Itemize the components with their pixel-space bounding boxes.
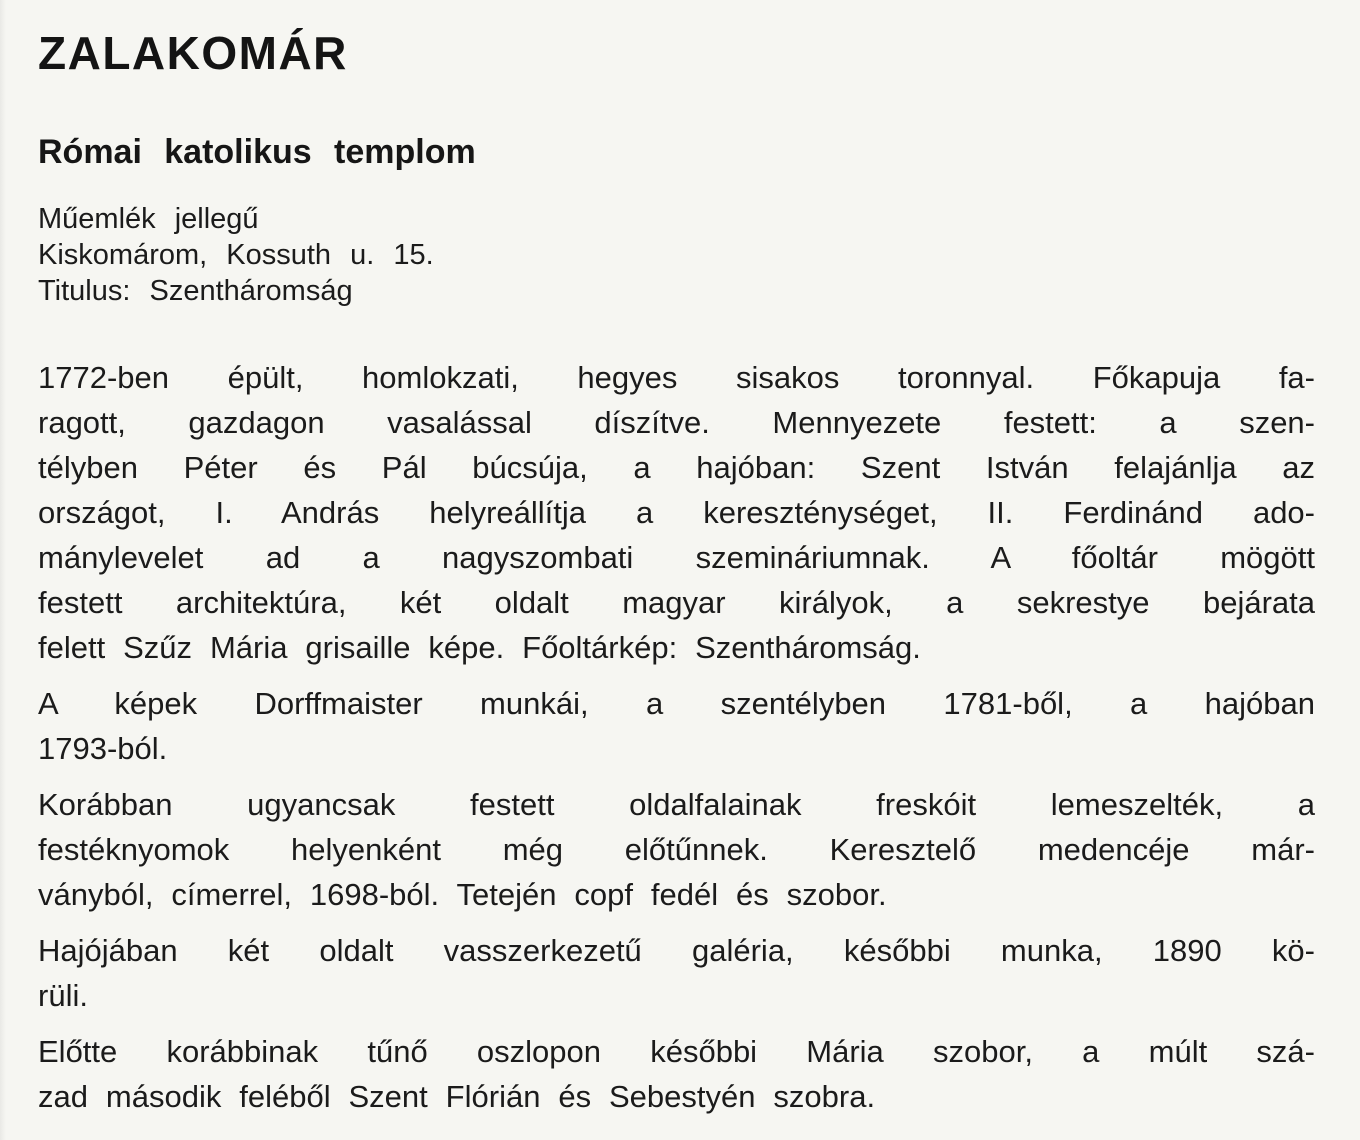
detail-line: Kiskomárom, Kossuth u. 15.	[38, 239, 434, 271]
text-line: festéknyomok helyenként még előtűnnek. Keresztelő medencéje már-	[38, 832, 1315, 867]
section-heading: Római katolikus templom	[38, 133, 476, 171]
text-line: rüli.	[38, 978, 88, 1013]
text-line: Előtte korábbinak tűnő oszlopon későbbi Mária szobor, a múlt szá-	[38, 1034, 1315, 1069]
paragraph	[38, 928, 1315, 1018]
paragraph	[38, 681, 1315, 771]
text-line: ragott, gazdagon vasalással díszítve. Mennyezete festett: a szen-	[38, 405, 1315, 440]
text-line: mánylevelet ad a nagyszombati szemináriumnak. A főoltár mögött	[38, 540, 1315, 575]
text-line: festett architektúra, két oldalt magyar királyok, a sekrestye bejárata	[38, 585, 1315, 620]
details-block	[38, 201, 1315, 309]
detail-line: Titulus: Szentháromság	[38, 275, 353, 307]
text-line: télyben Péter és Pál búcsúja, a hajóban: Szent István felajánlja az	[38, 450, 1315, 485]
body-text	[38, 355, 1315, 1119]
text-line: 1772-ben épült, homlokzati, hegyes sisakos toronnyal. Főkapuja fa-	[38, 360, 1315, 395]
text-line: A képek Dorffmaister munkái, a szentélyben 1781-ből, a hajóban	[38, 686, 1315, 721]
text-line: zad második feléből Szent Flórián és Sebestyén szobra.	[38, 1079, 876, 1114]
text-line: országot, I. András helyreállítja a kereszténységet, II. Ferdinánd ado-	[38, 495, 1315, 530]
paragraph	[38, 1029, 1315, 1119]
page-title: ZALAKOMÁR	[38, 27, 348, 79]
text-line: Hajójában két oldalt vasszerkezetű galéria, későbbi munka, 1890 kö-	[38, 933, 1315, 968]
detail-line: Műemlék jellegű	[38, 203, 259, 235]
text-line: Korábban ugyancsak festett oldalfalainak freskóit lemeszelték, a	[38, 787, 1315, 822]
text-line: felett Szűz Mária grisaille képe. Főoltárkép: Szentháromság.	[38, 630, 921, 665]
text-line: ványból, címerrel, 1698-ból. Tetején copf fedél és szobor.	[38, 877, 887, 912]
text-line: 1793-ból.	[38, 731, 168, 766]
paragraph	[38, 782, 1315, 917]
paragraph	[38, 355, 1315, 670]
